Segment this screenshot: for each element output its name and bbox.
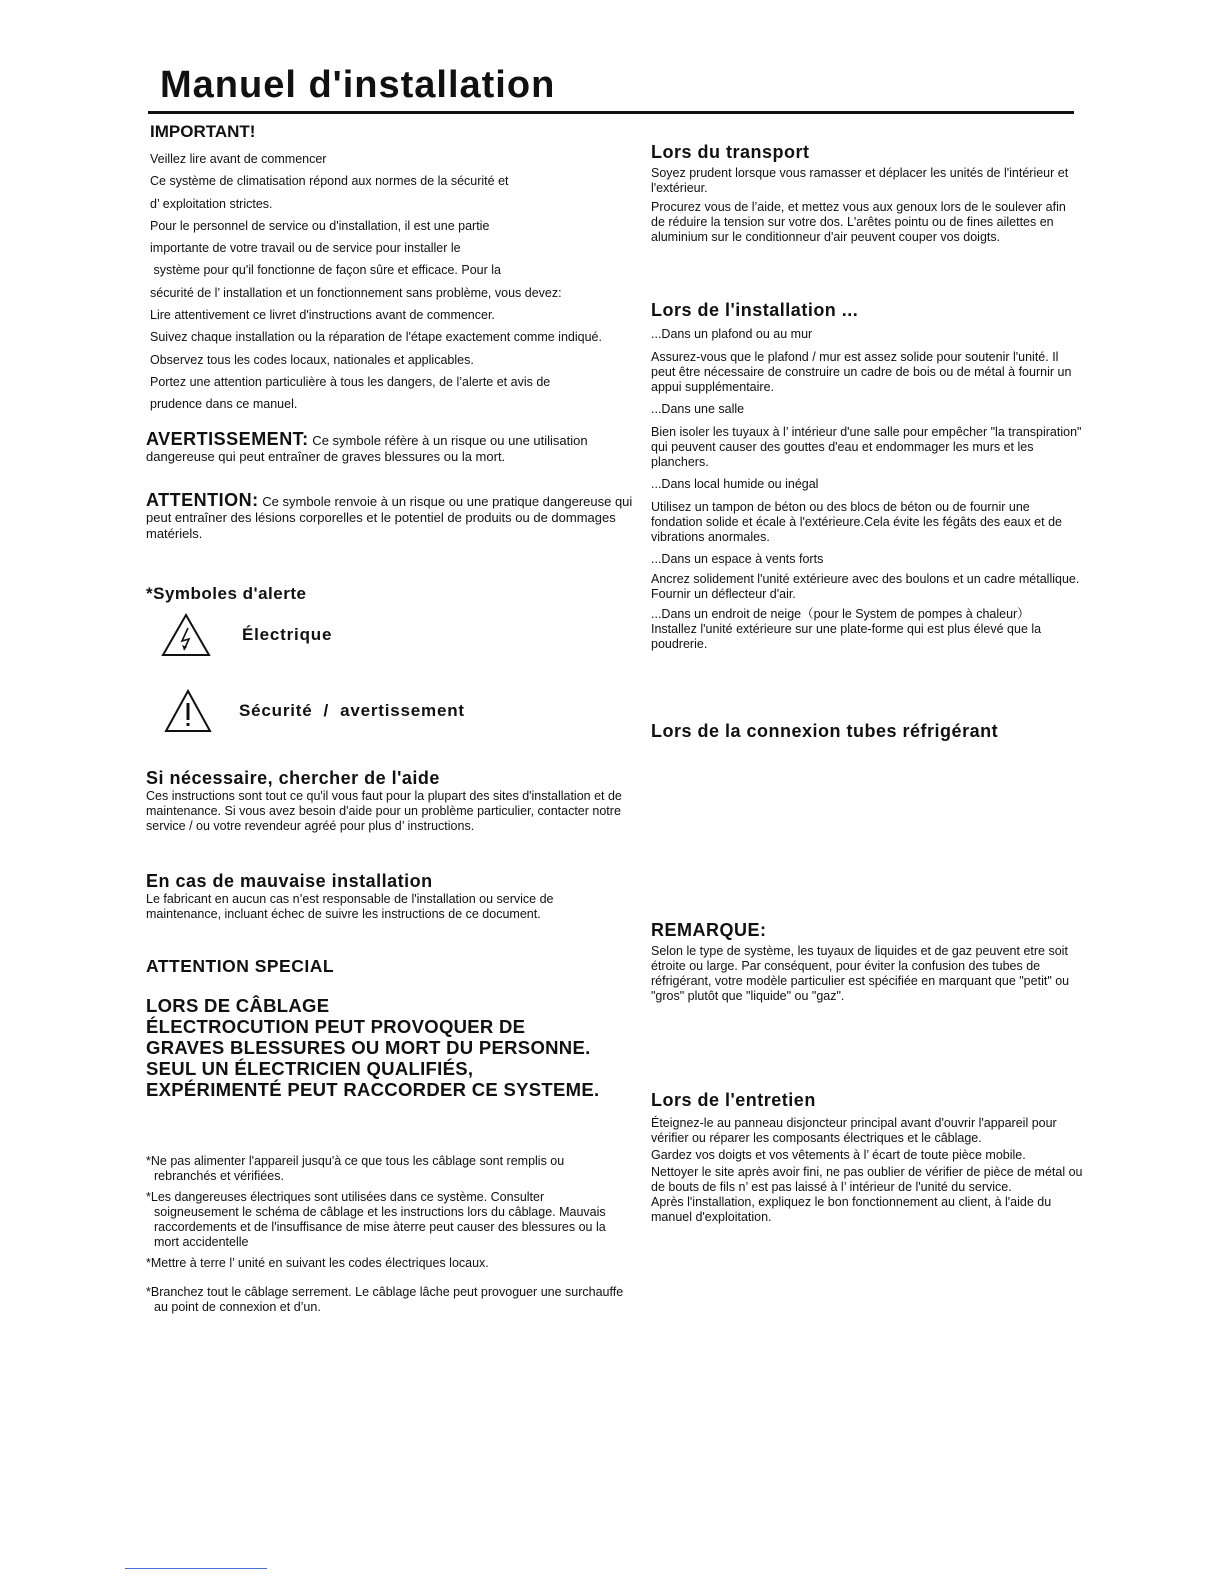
wiring-line: SEUL UN ÉLECTRICIEN QUALIFIÉS, [146,1058,474,1079]
installation-text: Fournir un déflecteur d'air. [651,587,796,601]
important-line: système pour qu'il fonctionne de façon sûre et efficace. Pour la [150,263,501,278]
important-line: Observez tous les codes locaux, nationales et applicables. [150,352,474,367]
important-line: Portez une attention particulière à tous les dangers, de l’alerte et avis de [150,374,551,389]
important-line: Veillez lire avant de commencer [150,152,327,166]
installation-text: Ancrez solidement l'unité extérieure avec des boulons et un cadre métallique. [651,572,1080,586]
title-rule [148,111,1074,114]
transport-heading: Lors du transport [651,142,810,162]
maintenance-section [651,1090,1091,1225]
installation-sub: ...Dans une salle [651,402,745,416]
attention-text: Ce symbole renvoie à un risque ou une pratique dangereuse qui peut entraîner des lésions corporelles et le potentiel de produits ou de dommages matériels. [146,493,633,541]
attention-note [146,489,638,542]
installation-sub: ...Dans local humide ou inégal [651,477,819,491]
important-line: prudence dans ce manuel. [150,397,298,412]
remark-section [651,920,1083,1004]
connection-heading: Lors de la connexion tubes réfrigérant [651,721,999,741]
important-line: Lire attentivement ce livret d'instructions avant de commencer. [150,308,495,323]
important-block [146,148,638,416]
installation-section [651,300,1083,652]
bullet-item: *Les dangereuses électriques sont utilisées dans ce système. Consulter soigneusement le schéma de câblage et les instructions lors du câblage. Mauvais raccordements et de l'insuffisance de mise àterre peut causer des blessures ou la mort accidentelle [146,1190,606,1249]
important-line: importante de votre travail ou de service pour installer le [150,241,461,256]
installation-heading: Lors de l'installation ... [651,300,859,320]
symbol-safety-row [163,688,465,734]
avertissement-note [146,428,638,465]
wiring-warning [146,995,636,1100]
transport-text-1: Soyez prudent lorsque vous ramasser et déplacer les unités de l'intérieur et l'extérieur. [651,166,1069,195]
maintenance-text: Éteignez-le au panneau disjoncteur principal avant d'ouvrir l'appareil pour vérifier ou réparer les composants électriques et le câblage. [651,1116,1057,1145]
help-text: Ces instructions sont tout ce qu'il vous faut pour la plupart des sites d'installation et de maintenance. Si vous avez besoin d'aide pour un problème particulier, contacter notre service / ou votre revendeur agréé pour plus d’ instructions. [146,789,622,833]
wiring-line: EXPÉRIMENTÉ PEUT RACCORDER CE SYSTEME. [146,1079,600,1100]
wiring-line: GRAVES BLESSURES OU MORT DU PERSONNE. [146,1037,591,1058]
symbol-electric-row [160,612,332,658]
maintenance-text: Nettoyer le site après avoir fini, ne pas oublier de vérifier de pièce de métal ou de bouts de fils n’ est pas laissé à l’ intérieur de l'unité du service. [651,1165,1083,1194]
transport-text-2: Procurez vous de l’aide, et mettez vous aux genoux lors de le soulever afin de réduire la tension sur votre dos. L'arêtes pointu ou de fines ailettes en aluminium sur le conditionneur d'air peuvent couper vos doigts. [651,200,1066,244]
installation-sub: ...Dans un endroit de neige（pour le System de pompes à chaleur） [651,607,1030,621]
avertissement-text: Ce symbole réfère à un risque ou une utilisation dangereuse qui peut entraîner de graves blessures ou la mort. [146,432,588,464]
important-line: Ce système de climatisation répond aux normes de la sécurité et [150,174,509,189]
special-heading: ATTENTION SPECIAL [146,956,335,976]
important-line: sécurité de l’ installation et un fonctionnement sans problème, vous devez: [150,285,562,300]
connection-section [651,721,1091,742]
page-title: Manuel d'installation [160,64,556,106]
installation-text: Assurez-vous que le plafond / mur est assez solide pour soutenir l'unité. Il peut être nécessaire de construire un cadre de bois ou de métal à fournir un appui supplémentaire. [651,350,1072,394]
maintenance-heading: Lors de l'entretien [651,1090,816,1110]
help-heading: Si nécessaire, chercher de l'aide [146,768,440,788]
symbols-heading: *Symboles d'alerte [146,583,307,603]
wiring-line: LORS DE CÂBLAGE [146,995,330,1016]
symbol-electric-label: Électrique [242,625,333,644]
bad-install-heading: En cas de mauvaise installation [146,871,433,891]
bad-install-section [146,871,626,922]
bullet-item: *Ne pas alimenter l'appareil jusqu'à ce que tous les câblage sont remplis ou rebranchés et vérifiées. [146,1154,565,1183]
installation-text: Utilisez un tampon de béton ou des blocs de béton ou de fournir une fondation solide et écale à l'extérieure.Cela évite les fégâts des eaux et de vibrations anormales. [651,500,1062,544]
important-line: Suivez chaque installation ou la réparation de l'étape exactement comme indiqué. [150,330,602,345]
important-line: Pour le personnel de service ou d'installation, il est une partie [150,218,490,233]
symbol-safety-label: Sécurité / avertissement [239,701,465,720]
bad-install-text: Le fabricant en aucun cas n’est responsable de l'installation ou service de maintenance, incluant échec de suivre les instructions de ce document. [146,892,554,921]
bullet-item: *Branchez tout le câblage serrement. Le câblage lâche peut provoguer une surchauffe au point de connexion et d’un. [146,1285,624,1314]
important-heading: IMPORTANT! [150,122,256,141]
bullet-item: *Mettre à terre l’ unité en suivant les codes électriques locaux. [146,1256,489,1270]
attention-label: ATTENTION: [146,489,259,510]
help-section [146,768,626,834]
left-column [146,122,638,604]
installation-sub: ...Dans un plafond ou au mur [651,327,813,341]
special-section [146,956,636,1100]
remark-heading: REMARQUE: [651,920,767,940]
electric-warning-icon [160,612,212,658]
installation-text: Installez l'unité extérieure sur une plate-forme qui est plus élevé que la poudrerie. [651,622,1042,651]
transport-section [651,142,1083,245]
wiring-bullets [142,1154,628,1315]
maintenance-text: Gardez vos doigts et vos vêtements à l’ écart de toute pièce mobile. [651,1148,1026,1162]
remark-text: Selon le type de système, les tuyaux de liquides et de gaz peuvent etre soit étroite ou large. Par conséquent, pour éviter la confusion des tubes de réfrigérant, votre modèle particulier est spécifiée en marquant que "petit" ou "gros" plutôt que "liquide" ou "gaz". [651,944,1070,1003]
important-line: d’ exploitation strictes. [150,196,273,211]
avertissement-label: AVERTISSEMENT: [146,428,309,449]
installation-sub: ...Dans un espace à vents forts [651,552,824,566]
wiring-line: ÉLECTROCUTION PEUT PROVOQUER DE [146,1016,526,1037]
safety-warning-icon [163,688,213,734]
footer-underline [125,1568,267,1569]
maintenance-text: Après l'installation, expliquez le bon fonctionnement au client, à l'aide du manuel d'exploitation. [651,1195,1052,1224]
installation-text: Bien isoler les tuyaux à l’ intérieur d'une salle pour empêcher "la transpiration" qui peuvent causer des gouttes d'eau et endommager les murs et les planchers. [651,425,1082,469]
